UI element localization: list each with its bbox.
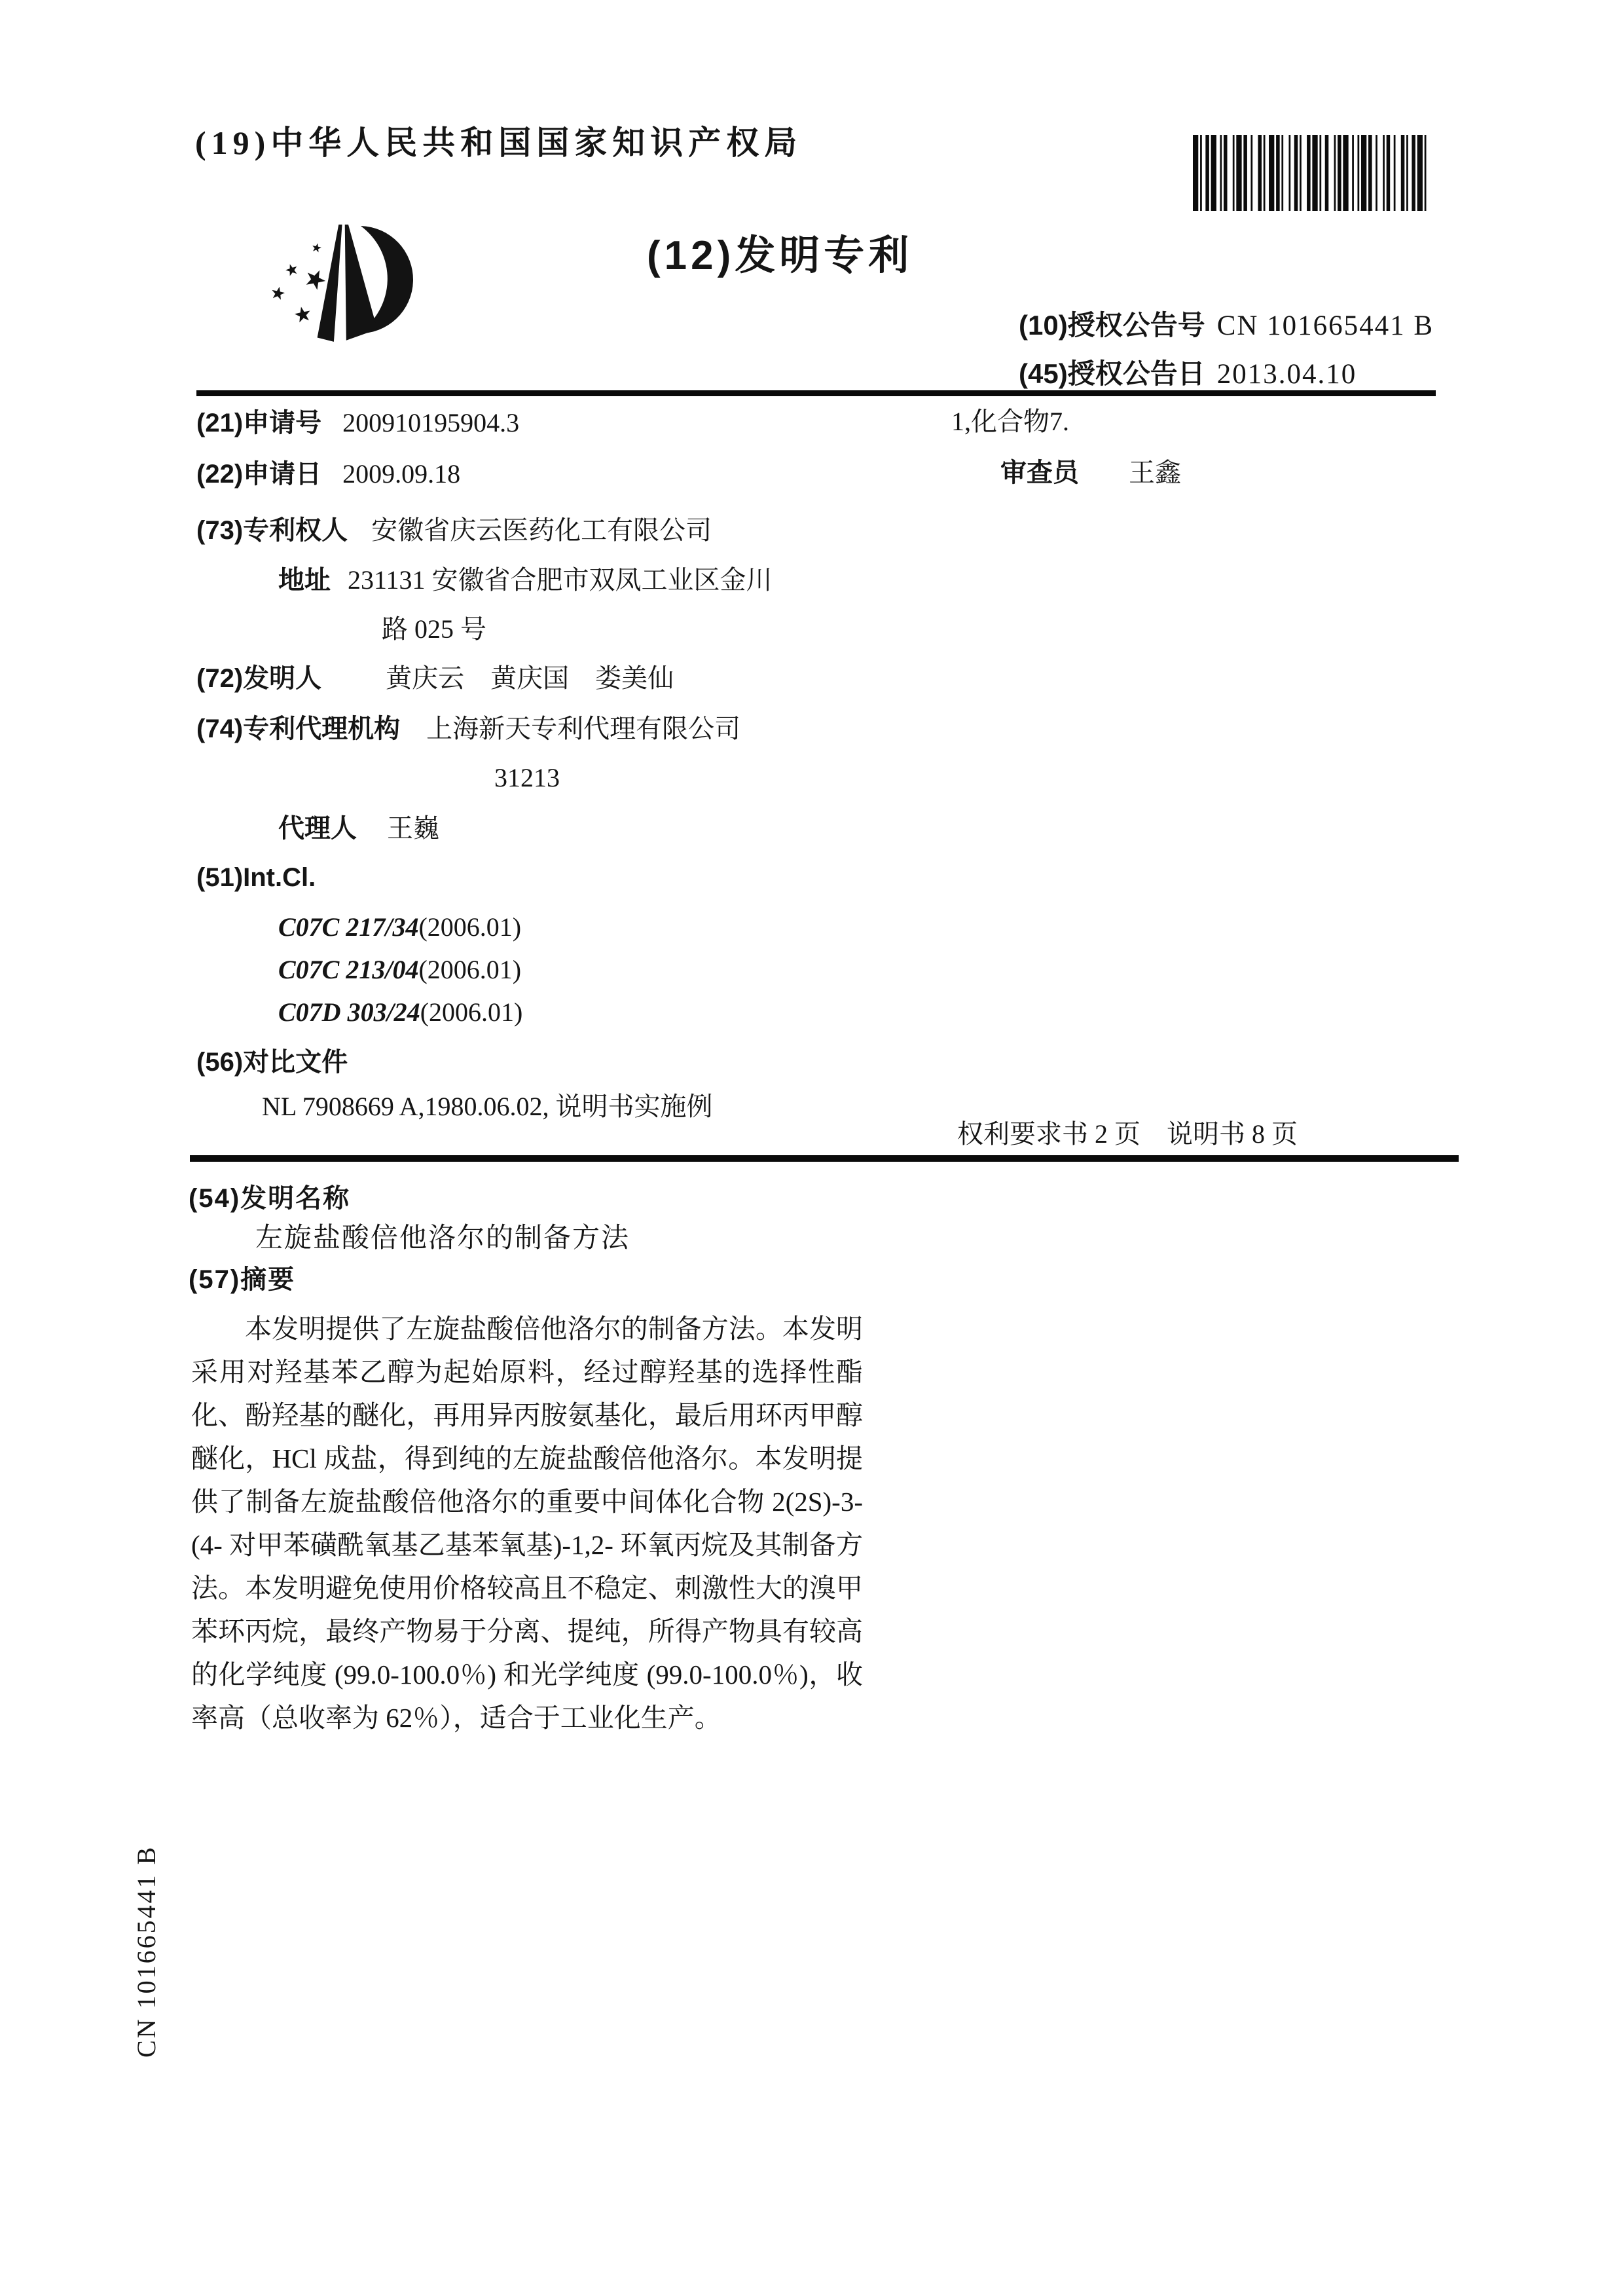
logo-star-icon [285, 264, 297, 276]
address-label: 地址 [278, 566, 331, 595]
logo-left-wedge [318, 225, 342, 342]
pages-info: 权利要求书 2 页 说明书 8 页 [957, 1119, 1298, 1149]
publication-number-label: (10)授权公告号 [1019, 310, 1205, 341]
divider-rule-middle [190, 1155, 1459, 1162]
side-publication-code: CN 101665441 B [132, 1845, 161, 2058]
examiner-value: 王鑫 [1129, 458, 1181, 487]
application-date-label: (22)申请日 [196, 460, 322, 489]
agency-label: (74)专利代理机构 [196, 714, 401, 743]
abstract-text: 本发明提供了左旋盐酸倍他洛尔的制备方法。本发明采用对羟基苯乙醇为起始原料，经过醇羟基的选择性酯化、酚羟基的醚化，再用异丙胺氨基化，最后用环丙甲醇醚化，HCl 成盐，得到纯的左旋盐酸倍他洛尔。本发明提供了制备左旋盐酸倍他洛尔的重要中间体化合物 2(2S)-3-(4- 对甲苯磺酰氧基乙基苯氧基)-1,2- 环氧丙烷及其制备方法。本发明避免使用价格较高且不稳定、刺激性大的溴甲苯环丙烷，最终产物易于分离、提纯，所得产物具有较高的化学纯度 (99.0-100.0％) 和光学纯度 (99.0-100.0％)，收率高（总收率为 62％），适合于工业化生产。 [191, 1314, 863, 1733]
publication-date-label: (45)授权公告日 [1019, 358, 1205, 389]
abstract-label: (57)摘要 [189, 1265, 296, 1294]
agent-line [278, 813, 439, 844]
patentee-line [196, 515, 712, 546]
barcode [1193, 135, 1430, 211]
cnipa-logo-icon [244, 213, 440, 382]
logo-right-wedge [345, 225, 377, 341]
patentee-label: (73)专利权人 [196, 516, 348, 545]
intcl-code: C07D 303/24 [278, 997, 420, 1027]
publication-number-line [1019, 304, 1434, 343]
logo-star-icon [306, 270, 325, 290]
examiner-label: 审查员 [1000, 458, 1079, 487]
examiner-line [1000, 457, 1181, 489]
intcl-year: (2006.01) [420, 997, 523, 1027]
intcl-entry [278, 954, 521, 986]
inventors-label: (72)发明人 [196, 664, 322, 693]
address-line-2: 路 025 号 [382, 614, 486, 644]
agent-value: 王巍 [387, 813, 439, 843]
inventors-line [196, 663, 674, 694]
intcl-code: C07C 217/34 [278, 912, 419, 942]
publication-date-line [1019, 352, 1357, 392]
intcl-code: C07C 213/04 [278, 955, 419, 984]
agency-code: 31213 [494, 763, 560, 792]
logo-star-icon [295, 306, 310, 322]
issuing-office-title: (19)中华人民共和国国家知识产权局 [195, 124, 803, 161]
intcl-entry [278, 912, 521, 943]
citations-label: (56)对比文件 [196, 1048, 348, 1077]
intcl-year: (2006.01) [418, 955, 522, 984]
document-type-title: (12)发明专利 [647, 233, 913, 278]
logo-star-icon [272, 287, 285, 300]
inventors-value: 黄庆云 黄庆国 娄美仙 [386, 663, 674, 693]
intcl-year: (2006.01) [418, 912, 522, 942]
intcl-label: (51)Int.Cl. [196, 863, 316, 892]
invention-title-label: (54)发明名称 [189, 1184, 351, 1213]
agent-label: 代理人 [278, 814, 357, 843]
logo-star-icon [312, 244, 321, 253]
divider-rule-top [196, 390, 1436, 396]
application-number-label: (21)申请号 [196, 409, 322, 437]
application-number-line [196, 407, 519, 439]
citation-entry: NL 7908669 A,1980.06.02, 说明书实施例 [262, 1092, 713, 1121]
invention-title: 左旋盐酸倍他洛尔的制备方法 [255, 1223, 630, 1253]
publication-date-value: 2013.04.10 [1216, 359, 1357, 390]
intcl-entry [278, 997, 522, 1028]
claims-continuation-text: 1,化合物7. [951, 407, 1069, 436]
publication-number-value: CN 101665441 B [1216, 310, 1434, 341]
address-value-1: 231131 安徽省合肥市双凤工业区金川 [348, 565, 773, 595]
application-date-line [196, 458, 460, 490]
application-date-value: 2009.09.18 [342, 459, 461, 489]
application-number-value: 200910195904.3 [342, 408, 520, 437]
patentee-value: 安徽省庆云医药化工有限公司 [371, 515, 712, 545]
address-line-1 [278, 565, 773, 596]
agency-value: 上海新天专利代理有限公司 [426, 714, 741, 743]
agency-line [196, 713, 740, 745]
